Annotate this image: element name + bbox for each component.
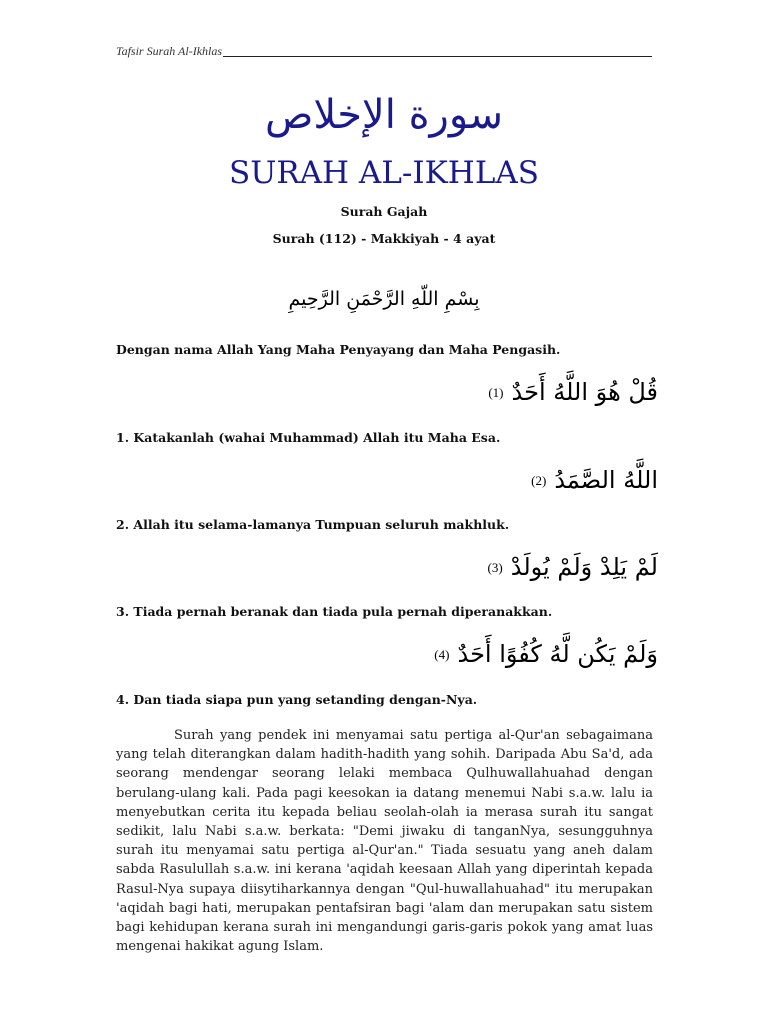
ayah-4-translation: 4. Dan tiada siapa pun yang setanding dengan-Nya. xyxy=(116,692,478,707)
basmala-translation: Dengan nama Allah Yang Maha Penyayang dan Maha Pengasih. xyxy=(116,342,561,357)
running-header-title: Tafsir Surah Al-Ikhlas xyxy=(116,44,223,58)
surah-title: SURAH AL-IKHLAS xyxy=(228,155,540,191)
ayah-number: (3) xyxy=(487,560,503,575)
ayah-4-arabic xyxy=(434,640,658,668)
ayah-text: قُلْ هُوَ اللَّهُ أَحَدٌ xyxy=(511,378,658,406)
basmala-arabic: بِسْمِ اللّهِ الرَّحْمَنِ الرَّحِيمِ xyxy=(288,288,480,310)
ayah-number: (4) xyxy=(434,647,450,662)
ayah-1-arabic xyxy=(488,378,658,406)
ayah-3-arabic xyxy=(488,553,658,581)
ayah-number: (2) xyxy=(531,473,547,488)
ayah-number: (1) xyxy=(488,385,504,400)
ayah-text: اللَّهُ الصَّمَدُ xyxy=(554,466,658,494)
surah-alt-name: Surah Gajah xyxy=(340,204,428,219)
surah-info: Surah (112) - Makkiyah - 4 ayat xyxy=(272,231,496,246)
running-header xyxy=(116,44,652,59)
arabic-surah-title: سورة الإخلاص xyxy=(264,92,504,138)
ayah-2-translation: 2. Allah itu selama-lamanya Tumpuan seluruh makhluk. xyxy=(116,517,510,532)
header-rule xyxy=(223,56,652,57)
ayah-2-arabic xyxy=(531,466,658,494)
ayah-1-translation: 1. Katakanlah (wahai Muhammad) Allah itu Maha Esa. xyxy=(116,430,501,445)
ayah-text: وَلَمْ يَكُن لَّهُ كُفُوًا أَحَدٌ xyxy=(457,640,658,668)
ayah-text: لَمْ يَلِدْ وَلَمْ يُولَدْ xyxy=(510,553,658,581)
ayah-3-translation: 3. Tiada pernah beranak dan tiada pula pernah diperanakkan. xyxy=(116,604,553,619)
commentary-paragraph: Surah yang pendek ini menyamai satu pertiga al-Qur'an sebagaimana yang telah diterangkan dalam hadith-hadith yang sohih. Daripada Abu Sa'd, ada seorang mendengar seorang lelaki membaca Qulhuwallahuahad dengan berulang-ulang kali. Pada pagi keesokan ia datang menemui Nabi s.a.w. lalu ia menyebutkan cerita itu kepada beliau seolah-olah ia merasa surah itu sangat sedikit, lalu Nabi s.a.w. berkata: "Demi jiwaku di tanganNya, sesungguhnya surah itu menyamai satu pertiga al-Qur'an." Tiada sesuatu yang aneh dalam sabda Rasulullah s.a.w. ini kerana 'aqidah keesaan Allah yang diperintah kepada Rasul-Nya supaya diisytiharkannya dengan "Qul-huwallahuahad" itu merupakan 'aqidah bagi hati, merupakan pentafsiran bagi 'alam dan merupakan satu sistem bagi kehidupan kerana surah ini mengandungi garis-garis pokok yang amat luas mengenai hakikat agung Islam. xyxy=(116,728,653,955)
